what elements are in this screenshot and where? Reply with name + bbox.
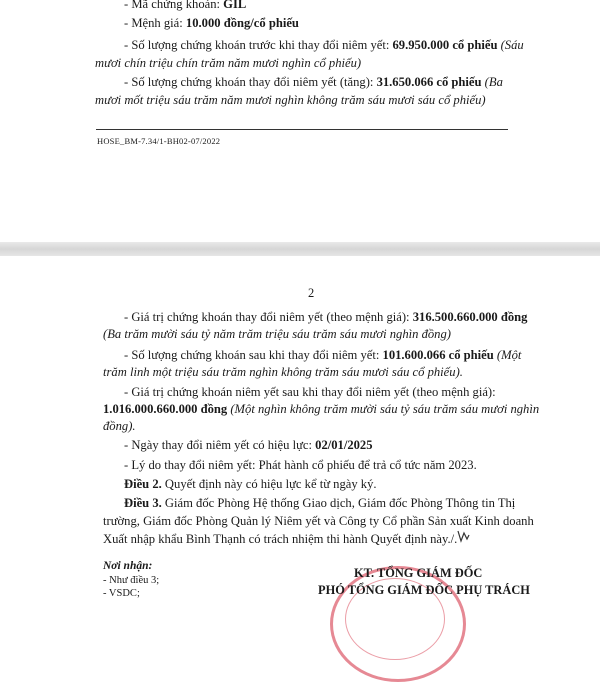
shares-change-line [124,74,503,90]
stock-code-label: - Mã chứng khoán: [124,0,224,11]
article-3-line-2: trường, Giám đốc Phòng Quản lý Niêm yết và Công ty Cổ phần Sản xuất Kinh doanh [103,514,534,528]
shares-before-value: 69.950.000 cổ phiếu [392,38,498,52]
shares-after-words: trăm linh một triệu sáu trăm nghìn không trăm sáu mươi sáu cổ phiếu). [103,365,463,379]
value-change-value: 316.500.660.000 đồng [412,310,528,324]
signatory-title-1: KT. TỔNG GIÁM ĐỐC [354,566,483,580]
initial-mark-icon [456,529,470,543]
shares-change-words-start: (Ba [481,75,503,89]
par-value-label: - Mệnh giá: [124,16,186,30]
effective-date-value: 02/01/2025 [315,438,373,452]
value-after-words-end: đồng). [103,419,136,433]
recipient-2: - VSDC; [103,588,140,599]
shares-after-label: - Số lượng chứng khoán sau khi thay đổi niêm yết: [124,348,383,362]
par-value-value: 10.000 đồng/cổ phiếu [185,16,299,30]
value-after-line [103,401,539,417]
article-3-line-1 [124,495,515,511]
page-separator [0,242,600,256]
stock-code-line [124,0,246,12]
signatory-title-2: PHÓ TỔNG GIÁM ĐỐC PHỤ TRÁCH [318,583,530,597]
page-number: 2 [308,286,315,300]
shares-after-words-start: (Một [493,348,522,362]
article-2 [124,476,377,492]
effective-date-label: - Ngày thay đổi niêm yết có hiệu lực: [124,438,316,452]
footer-rule [96,129,508,130]
value-change-line [124,309,527,325]
par-value-line [124,15,299,31]
shares-before-words-start: (Sáu [497,38,524,52]
article-2-text: Quyết định này có hiệu lực kể từ ngày ký. [161,477,377,491]
shares-before-line [124,37,524,53]
recipient-1: - Như điều 3; [103,575,160,586]
page-1-fragment [0,0,600,242]
shares-before-label: - Số lượng chứng khoán trước khi thay đổi niêm yết: [124,38,393,52]
reason-line: - Lý do thay đổi niêm yết: Phát hành cổ phiếu để trả cổ tức năm 2023. [124,458,477,472]
page-2-fragment [0,256,600,600]
form-code: HOSE_BM-7.34/1-BH02-07/2022 [97,136,221,146]
article-3-text: Giám đốc Phòng Hệ thống Giao dịch, Giám đốc Phòng Thông tin Thị [161,496,516,510]
recipients-title: Nơi nhận: [103,560,153,572]
shares-before-words: mươi chín triệu chín trăm năm mươi nghìn cổ phiếu) [95,56,362,70]
value-change-label: - Giá trị chứng khoán thay đổi niêm yết (theo mệnh giá): [124,310,413,324]
article-3-heading: Điều 3. [124,496,162,510]
value-after-label: - Giá trị chứng khoán niêm yết sau khi thay đổi niêm yết (theo mệnh giá): [124,385,496,399]
effective-date-line [124,437,373,453]
value-after-value: 1.016.000.660.000 đồng [103,402,228,416]
shares-change-words: mươi mốt triệu sáu trăm năm mươi nghìn không trăm sáu mươi sáu cổ phiếu) [95,93,486,107]
shares-after-line [124,347,521,363]
article-3-line-3: Xuất nhập khẩu Bình Thạnh có trách nhiệm thi hành Quyết định này./. [103,532,458,546]
value-after-words: (Một nghìn không trăm mười sáu tỷ sáu trăm sáu mươi nghìn [227,402,540,416]
shares-change-label: - Số lượng chứng khoán thay đổi niêm yết (tăng): [124,75,377,89]
article-2-heading: Điều 2. [124,477,162,491]
value-change-words: (Ba trăm mười sáu tỷ năm trăm triệu sáu trăm sáu mươi nghìn đồng) [103,327,451,341]
shares-after-value: 101.600.066 cổ phiếu [382,348,494,362]
stock-code-value: GIL [223,0,247,11]
shares-change-value: 31.650.066 cổ phiếu [376,75,482,89]
